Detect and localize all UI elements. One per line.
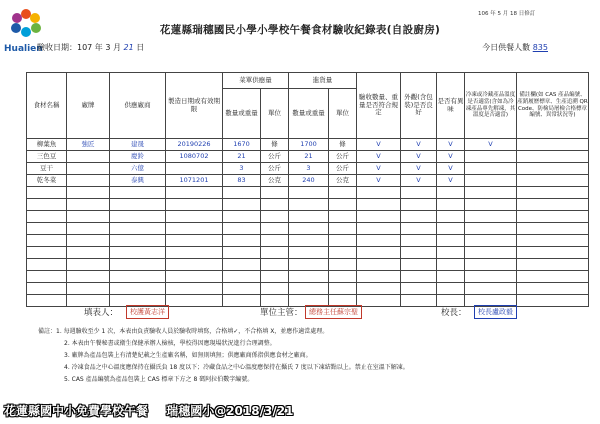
col-remark: 備註欄(如 CAS 產品編號、產銷履歷標章、生產追溯 QR Code、防檢局屠檢合格標章編號、異常狀況等) — [517, 73, 589, 139]
table-row — [27, 271, 589, 283]
notes — [38, 326, 588, 386]
col-temp: 冷凍或冷藏產品溫度是否適當(含如為冷凍產品專先解凍，其溫度是否適當) — [465, 73, 517, 139]
meal-count-value: 835 — [532, 43, 548, 52]
filler-label: 填表人： — [84, 308, 119, 318]
note-5: 5. CAS 產品編號為產品包裝上 CAS 標章下方之 8 碼阿拉伯數字編號。 — [64, 376, 254, 383]
note-4: 4. 冷凍食品之中心溫度應保持在攝氏負 18 度以下；冷藏食品之中心溫度應保持在攝氏 7 度以下凍結點以上。禁止在室溫下解凍。 — [64, 364, 409, 371]
principal-stamp: 校長盧政毅 — [474, 305, 517, 319]
revision-date: 106 年 5 月 18 日修訂 — [478, 11, 536, 17]
inspection-date: 驗收日期：107 年 3 月 21 日 — [37, 43, 145, 52]
footer-watermark — [4, 402, 307, 419]
col-odor: 是否有異味 — [437, 73, 465, 139]
footer-right: 瑞穗國小@2018/3/21 — [166, 404, 294, 418]
col-pack: 外觀(含包裝)是否良好 — [401, 73, 437, 139]
table-row — [27, 235, 589, 247]
col-vendor: 供應廠商 — [110, 73, 166, 139]
inspection-table — [26, 72, 589, 307]
page-title: 花蓮縣瑞穗國民小學小學校午餐食材驗收紀錄表(自設廚房) — [159, 24, 441, 36]
table-row — [27, 199, 589, 211]
footer-left: 花蓮縣國中小免費學校午餐 — [4, 404, 149, 418]
col-spec: 驗收數量、重量是否符合規定 — [357, 73, 401, 139]
supervisor-label: 單位主管： — [260, 308, 303, 318]
logo-text: Hualien — [4, 44, 43, 54]
note-3: 3. 廠牌為產品包裝上有清楚紀載之生產廠名稱，如無則填無；供應廠商係指供應食材之廠商。 — [64, 352, 312, 359]
table-row — [27, 247, 589, 259]
col-in-group: 進貨量 — [289, 73, 357, 89]
table-body — [27, 139, 589, 307]
table-row: 豆干 六億 3 公斤 3 公斤 V V V — [27, 163, 589, 175]
col-menu-group: 菜單供應量 — [223, 73, 289, 89]
principal-label: 校長： — [441, 308, 467, 318]
col-in-unit: 單位 — [329, 89, 357, 139]
table-row — [27, 259, 589, 271]
filler-stamp: 校護黃志洋 — [126, 305, 169, 319]
note-2: 2. 本表由午餐秘書或衛生保健承辦人檢核，學校得因應現場狀況進行合理調整。 — [64, 340, 276, 347]
col-name: 食材名稱 — [27, 73, 67, 139]
col-expiry: 製造日期或有效期限 — [166, 73, 223, 139]
table-row: 三色豆 慶鈴 1080702 21 公斤 21 公斤 V V V — [27, 151, 589, 163]
table-row — [27, 223, 589, 235]
table-row — [27, 283, 589, 295]
col-in-qty: 數量或重量 — [289, 89, 329, 139]
table-row — [27, 211, 589, 223]
col-menu-unit: 單位 — [261, 89, 289, 139]
table-row: 乾冬菜 泰興 1071201 83 公克 240 公克 V V V — [27, 175, 589, 187]
col-brand: 廠牌 — [67, 73, 110, 139]
col-menu-qty: 數量或重量 — [223, 89, 261, 139]
supervisor-stamp: 總務主任蘇宗聖 — [305, 305, 362, 319]
table-row: 柳葉魚 強匠 建晟 20190226 1670 條 1700 條 V V V V — [27, 139, 589, 151]
note-1: 備註：1. 每週驗收至少 1 次，本表由負責驗收人員於驗收時填寫，合格填✓，不合格填 X，並應作適當處理。 — [38, 328, 329, 335]
date-day: 21 — [123, 43, 134, 52]
meal-count: 今日供餐人數 835 — [482, 43, 548, 52]
signature-row — [0, 303, 600, 323]
table-row — [27, 187, 589, 199]
